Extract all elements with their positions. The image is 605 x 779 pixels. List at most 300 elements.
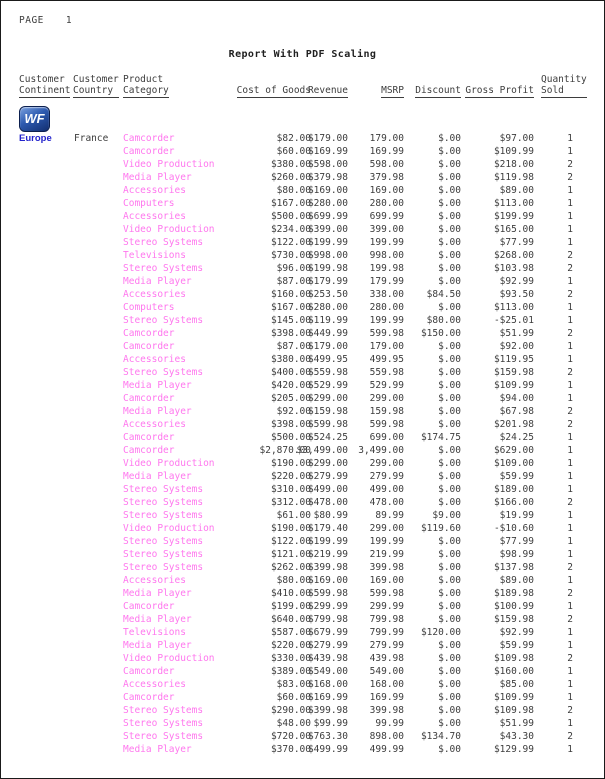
cost-of-goods-cell: $199.00 [270, 601, 311, 612]
continent-label: Europe [19, 133, 52, 144]
gross-profit-cell: $218.00 [493, 159, 534, 170]
product-category-cell: Media Player [123, 471, 192, 482]
cost-of-goods-cell: $48.00 [276, 718, 311, 729]
discount-cell: $.00 [438, 484, 461, 495]
cost-of-goods-cell: $262.00 [270, 562, 311, 573]
product-category-cell: Accessories [123, 575, 186, 586]
table-row [19, 522, 586, 535]
cost-of-goods-cell: $83.00 [276, 679, 311, 690]
revenue-cell: $80.99 [313, 510, 348, 521]
msrp-cell: 199.99 [369, 315, 404, 326]
quantity-sold-cell: 2 [567, 406, 573, 417]
header-line: Revenue [308, 86, 348, 99]
discount-cell: $119.60 [420, 523, 461, 534]
quantity-sold-cell: 1 [567, 627, 573, 638]
cost-of-goods-cell: $145.00 [270, 315, 311, 326]
gross-profit-cell: $85.00 [499, 679, 534, 690]
table-row [19, 639, 586, 652]
discount-cell: $.00 [438, 224, 461, 235]
gross-profit-cell: $109.99 [493, 692, 534, 703]
revenue-cell: $529.99 [307, 380, 348, 391]
discount-cell: $.00 [438, 471, 461, 482]
table-row [19, 262, 586, 275]
quantity-sold-cell: 1 [567, 575, 573, 586]
revenue-cell: $179.00 [307, 133, 348, 144]
msrp-cell: 89.99 [375, 510, 404, 521]
quantity-sold-cell: 1 [567, 380, 573, 391]
revenue-cell: $279.99 [307, 640, 348, 651]
revenue-cell: $763.30 [307, 731, 348, 742]
cost-of-goods-cell: $96.00 [276, 263, 311, 274]
cost-of-goods-cell: $92.00 [276, 406, 311, 417]
gross-profit-cell: $92.99 [499, 627, 534, 638]
quantity-sold-cell: 1 [567, 640, 573, 651]
revenue-cell: $699.99 [307, 211, 348, 222]
gross-profit-cell: $89.00 [499, 575, 534, 586]
msrp-cell: 168.00 [369, 679, 404, 690]
quantity-sold-cell: 1 [567, 718, 573, 729]
cost-of-goods-cell: $380.00 [270, 159, 311, 170]
product-category-cell: Accessories [123, 419, 186, 430]
revenue-cell: $379.98 [307, 172, 348, 183]
header-line: Sold [541, 86, 587, 99]
msrp-cell: 599.98 [369, 328, 404, 339]
msrp-cell: 179.00 [369, 133, 404, 144]
msrp-cell: 379.98 [369, 172, 404, 183]
discount-cell: $.00 [438, 692, 461, 703]
quantity-sold-cell: 1 [567, 133, 573, 144]
gross-profit-cell: $113.00 [493, 198, 534, 209]
discount-cell: $.00 [438, 211, 461, 222]
revenue-cell: $499.95 [307, 354, 348, 365]
revenue-cell: $524.25 [307, 432, 348, 443]
revenue-cell: $169.00 [307, 575, 348, 586]
discount-cell: $84.50 [426, 289, 461, 300]
cost-of-goods-cell: $190.00 [270, 458, 311, 469]
msrp-cell: 499.00 [369, 484, 404, 495]
gross-profit-cell: $109.00 [493, 458, 534, 469]
cost-of-goods-cell: $312.00 [270, 497, 311, 508]
product-category-cell: Video Production [123, 653, 215, 664]
discount-cell: $.00 [438, 198, 461, 209]
product-category-cell: Computers [123, 198, 175, 209]
revenue-cell: $478.00 [307, 497, 348, 508]
msrp-cell: 279.99 [369, 640, 404, 651]
quantity-sold-cell: 1 [567, 276, 573, 287]
table-row [19, 457, 586, 470]
table-row [19, 678, 586, 691]
revenue-cell: $559.98 [307, 367, 348, 378]
revenue-cell: $199.99 [307, 536, 348, 547]
quantity-sold-cell: 2 [567, 263, 573, 274]
discount-cell: $.00 [438, 679, 461, 690]
gross-profit-cell: $159.98 [493, 614, 534, 625]
table-row [19, 158, 586, 171]
revenue-cell: $199.98 [307, 263, 348, 274]
discount-cell: $9.00 [432, 510, 461, 521]
quantity-sold-cell: 2 [567, 159, 573, 170]
discount-cell: $.00 [438, 536, 461, 547]
gross-profit-cell: $100.99 [493, 601, 534, 612]
gross-profit-cell: $129.99 [493, 744, 534, 755]
quantity-sold-cell: 1 [567, 354, 573, 365]
msrp-cell: 169.00 [369, 185, 404, 196]
table-row [19, 600, 586, 613]
gross-profit-cell: $103.98 [493, 263, 534, 274]
quantity-sold-cell: 1 [567, 536, 573, 547]
country-label: France [74, 133, 109, 144]
cost-of-goods-cell: $730.00 [270, 250, 311, 261]
gross-profit-cell: $51.99 [499, 718, 534, 729]
gross-profit-cell: $199.99 [493, 211, 534, 222]
discount-cell: $.00 [438, 276, 461, 287]
gross-profit-cell: $109.98 [493, 653, 534, 664]
cost-of-goods-cell: $87.00 [276, 341, 311, 352]
table-row [19, 353, 586, 366]
revenue-cell: $159.98 [307, 406, 348, 417]
table-row [19, 340, 586, 353]
table-row [19, 288, 586, 301]
table-row [19, 184, 586, 197]
discount-cell: $.00 [438, 250, 461, 261]
msrp-cell: 399.98 [369, 562, 404, 573]
discount-cell: $.00 [438, 367, 461, 378]
cost-of-goods-cell: $398.00 [270, 328, 311, 339]
header-line: Customer [19, 74, 65, 85]
revenue-cell: $279.99 [307, 471, 348, 482]
discount-cell: $.00 [438, 744, 461, 755]
cost-of-goods-cell: $190.00 [270, 523, 311, 534]
msrp-cell: 169.99 [369, 146, 404, 157]
quantity-sold-cell: 1 [567, 445, 573, 456]
product-category-cell: Camcorder [123, 666, 175, 677]
quantity-sold-cell: 1 [567, 185, 573, 196]
gross-profit-cell: $67.98 [499, 406, 534, 417]
msrp-cell: 399.98 [369, 705, 404, 716]
discount-cell: $.00 [438, 341, 461, 352]
table-row [19, 301, 586, 314]
table-row [19, 366, 586, 379]
discount-cell: $.00 [438, 302, 461, 313]
product-category-cell: Media Player [123, 406, 192, 417]
table-row [19, 314, 586, 327]
revenue-cell: $439.98 [307, 653, 348, 664]
quantity-sold-cell: 2 [567, 172, 573, 183]
revenue-cell: $179.99 [307, 276, 348, 287]
product-category-cell: Accessories [123, 354, 186, 365]
discount-cell: $.00 [438, 133, 461, 144]
cost-of-goods-cell: $330.00 [270, 653, 311, 664]
revenue-cell: $280.00 [307, 302, 348, 313]
quantity-sold-cell: 1 [567, 601, 573, 612]
quantity-sold-cell: 1 [567, 237, 573, 248]
msrp-cell: 280.00 [369, 302, 404, 313]
msrp-cell: 699.00 [369, 432, 404, 443]
gross-profit-cell: $93.50 [499, 289, 534, 300]
table-row [19, 444, 586, 457]
page-number: 1 [65, 15, 73, 26]
product-category-cell: Video Production [123, 159, 215, 170]
gross-profit-cell: $77.99 [499, 536, 534, 547]
gross-profit-cell: $160.00 [493, 666, 534, 677]
revenue-cell: $799.98 [307, 614, 348, 625]
discount-cell: $.00 [438, 588, 461, 599]
revenue-cell: $280.00 [307, 198, 348, 209]
product-category-cell: Camcorder [123, 393, 175, 404]
discount-cell: $.00 [438, 601, 461, 612]
revenue-cell: $169.99 [307, 692, 348, 703]
discount-cell: $.00 [438, 653, 461, 664]
report-title: Report With PDF Scaling [228, 49, 377, 60]
quantity-sold-cell: 2 [567, 497, 573, 508]
quantity-sold-cell: 1 [567, 471, 573, 482]
product-category-cell: Stereo Systems [123, 562, 204, 573]
quantity-sold-cell: 2 [567, 653, 573, 664]
gross-profit-cell: -$25.01 [493, 315, 534, 326]
quantity-sold-cell: 1 [567, 510, 573, 521]
table-row [19, 561, 586, 574]
product-category-cell: Stereo Systems [123, 237, 204, 248]
cost-of-goods-cell: $160.00 [270, 289, 311, 300]
quantity-sold-cell: 2 [567, 731, 573, 742]
revenue-cell: $99.99 [313, 718, 348, 729]
discount-cell: $80.00 [426, 315, 461, 326]
gross-profit-cell: $97.00 [499, 133, 534, 144]
product-category-cell: Camcorder [123, 146, 175, 157]
revenue-cell: $219.99 [307, 549, 348, 560]
revenue-cell: $169.99 [307, 146, 348, 157]
quantity-sold-cell: 1 [567, 224, 573, 235]
product-category-cell: Accessories [123, 185, 186, 196]
discount-cell: $.00 [438, 237, 461, 248]
msrp-cell: 898.00 [369, 731, 404, 742]
page-indicator [19, 15, 72, 26]
revenue-cell: $499.00 [307, 484, 348, 495]
discount-cell: $174.75 [420, 432, 461, 443]
cost-of-goods-cell: $380.00 [270, 354, 311, 365]
msrp-cell: 219.99 [369, 549, 404, 560]
gross-profit-cell: $109.99 [493, 380, 534, 391]
product-category-cell: Media Player [123, 172, 192, 183]
discount-cell: $.00 [438, 458, 461, 469]
revenue-cell: $299.00 [307, 458, 348, 469]
discount-cell: $120.00 [420, 627, 461, 638]
cost-of-goods-cell: $234.00 [270, 224, 311, 235]
table-row [19, 223, 586, 236]
gross-profit-cell: $201.98 [493, 419, 534, 430]
msrp-cell: 338.00 [369, 289, 404, 300]
cost-of-goods-cell: $500.00 [270, 432, 311, 443]
msrp-cell: 280.00 [369, 198, 404, 209]
header-line: MSRP [381, 86, 404, 99]
product-category-cell: Camcorder [123, 445, 175, 456]
table-row [19, 275, 586, 288]
product-category-cell: Media Player [123, 640, 192, 651]
quantity-sold-cell: 1 [567, 458, 573, 469]
msrp-cell: 559.98 [369, 367, 404, 378]
revenue-cell: $299.00 [307, 393, 348, 404]
table-row [19, 743, 586, 756]
table-row [19, 626, 586, 639]
gross-profit-cell: $159.98 [493, 367, 534, 378]
gross-profit-cell: $59.99 [499, 471, 534, 482]
table-row [19, 704, 586, 717]
gross-profit-cell: $189.98 [493, 588, 534, 599]
product-category-cell: Camcorder [123, 692, 175, 703]
table-row [19, 509, 586, 522]
cost-of-goods-cell: $640.00 [270, 614, 311, 625]
cost-of-goods-cell: $290.00 [270, 705, 311, 716]
revenue-cell: $199.99 [307, 237, 348, 248]
revenue-cell: $599.98 [307, 588, 348, 599]
cost-of-goods-cell: $500.00 [270, 211, 311, 222]
product-category-cell: Stereo Systems [123, 536, 204, 547]
table-body [19, 75, 586, 770]
product-category-cell: Stereo Systems [123, 549, 204, 560]
cost-of-goods-cell: $122.00 [270, 536, 311, 547]
revenue-cell: $253.50 [307, 289, 348, 300]
discount-cell: $.00 [438, 159, 461, 170]
header-line: Discount [415, 86, 461, 99]
revenue-cell: $119.99 [307, 315, 348, 326]
cost-of-goods-cell: $82.00 [276, 133, 311, 144]
discount-cell: $.00 [438, 666, 461, 677]
product-category-cell: Video Production [123, 523, 215, 534]
quantity-sold-cell: 2 [567, 250, 573, 261]
gross-profit-cell: $94.00 [499, 393, 534, 404]
table-row [19, 418, 586, 431]
msrp-cell: 179.99 [369, 276, 404, 287]
product-category-cell: Stereo Systems [123, 315, 204, 326]
cost-of-goods-cell: $398.00 [270, 419, 311, 430]
table-row [19, 379, 586, 392]
product-category-cell: Accessories [123, 679, 186, 690]
product-category-cell: Video Production [123, 458, 215, 469]
cost-of-goods-cell: $720.00 [270, 731, 311, 742]
revenue-cell: $179.40 [307, 523, 348, 534]
cost-of-goods-cell: $205.00 [270, 393, 311, 404]
gross-profit-cell: $113.00 [493, 302, 534, 313]
product-category-cell: Camcorder [123, 341, 175, 352]
discount-cell: $.00 [438, 705, 461, 716]
msrp-cell: 99.99 [375, 718, 404, 729]
quantity-sold-cell: 2 [567, 588, 573, 599]
gross-profit-cell: $165.00 [493, 224, 534, 235]
msrp-cell: 299.99 [369, 601, 404, 612]
product-category-cell: Media Player [123, 588, 192, 599]
quantity-sold-cell: 1 [567, 679, 573, 690]
product-category-cell: Camcorder [123, 133, 175, 144]
table-row [19, 587, 586, 600]
discount-cell: $134.70 [420, 731, 461, 742]
table-row [19, 652, 586, 665]
header-line: Continent [19, 86, 70, 99]
msrp-cell: 529.99 [369, 380, 404, 391]
msrp-cell: 439.98 [369, 653, 404, 664]
discount-cell: $.00 [438, 419, 461, 430]
product-category-cell: Stereo Systems [123, 718, 204, 729]
table-row [19, 327, 586, 340]
msrp-cell: 499.95 [369, 354, 404, 365]
discount-cell: $.00 [438, 380, 461, 391]
header-line: Gross Profit [465, 86, 534, 99]
cost-of-goods-cell: $420.00 [270, 380, 311, 391]
product-category-cell: Video Production [123, 224, 215, 235]
quantity-sold-cell: 2 [567, 328, 573, 339]
msrp-cell: 598.00 [369, 159, 404, 170]
product-category-cell: Camcorder [123, 328, 175, 339]
product-category-cell: Media Player [123, 276, 192, 287]
table-row [19, 717, 586, 730]
msrp-cell: 169.99 [369, 692, 404, 703]
product-category-cell: Computers [123, 302, 175, 313]
revenue-cell: $549.00 [307, 666, 348, 677]
msrp-cell: 299.00 [369, 523, 404, 534]
quantity-sold-cell: 2 [567, 419, 573, 430]
table-row [19, 405, 586, 418]
table-row [19, 145, 586, 158]
discount-cell: $.00 [438, 718, 461, 729]
product-category-cell: Stereo Systems [123, 510, 204, 521]
discount-cell: $.00 [438, 614, 461, 625]
header-line: Category [123, 86, 169, 99]
product-category-cell: Stereo Systems [123, 367, 204, 378]
discount-cell: $150.00 [420, 328, 461, 339]
msrp-cell: 179.00 [369, 341, 404, 352]
table-row [19, 691, 586, 704]
cost-of-goods-cell: $2,870.00 [259, 445, 311, 456]
discount-cell: $.00 [438, 562, 461, 573]
header-line: Product [123, 74, 164, 85]
product-category-cell: Stereo Systems [123, 497, 204, 508]
gross-profit-cell: $59.99 [499, 640, 534, 651]
gross-profit-cell: $166.00 [493, 497, 534, 508]
discount-cell: $.00 [438, 263, 461, 274]
discount-cell: $.00 [438, 146, 461, 157]
quantity-sold-cell: 1 [567, 432, 573, 443]
discount-cell: $.00 [438, 549, 461, 560]
product-category-cell: Media Player [123, 380, 192, 391]
table-row [19, 470, 586, 483]
revenue-cell: $599.98 [307, 419, 348, 430]
header-line: Country [73, 86, 119, 99]
product-category-cell: Stereo Systems [123, 705, 204, 716]
gross-profit-cell: $189.00 [493, 484, 534, 495]
product-category-cell: Stereo Systems [123, 484, 204, 495]
revenue-cell: $299.99 [307, 601, 348, 612]
header-line: Cost of Goods [237, 86, 311, 99]
gross-profit-cell: $98.99 [499, 549, 534, 560]
cost-of-goods-cell: $167.00 [270, 302, 311, 313]
msrp-cell: 799.99 [369, 627, 404, 638]
product-category-cell: Televisions [123, 627, 186, 638]
quantity-sold-cell: 1 [567, 146, 573, 157]
table-row [19, 548, 586, 561]
msrp-cell: 399.00 [369, 224, 404, 235]
cost-of-goods-cell: $310.00 [270, 484, 311, 495]
quantity-sold-cell: 1 [567, 302, 573, 313]
table-row [19, 730, 586, 743]
quantity-sold-cell: 1 [567, 549, 573, 560]
msrp-cell: 299.00 [369, 393, 404, 404]
cost-of-goods-cell: $220.00 [270, 471, 311, 482]
quantity-sold-cell: 2 [567, 289, 573, 300]
msrp-cell: 279.99 [369, 471, 404, 482]
cost-of-goods-cell: $60.00 [276, 692, 311, 703]
gross-profit-cell: $119.95 [493, 354, 534, 365]
report-table [19, 75, 586, 770]
gross-profit-cell: $24.25 [499, 432, 534, 443]
